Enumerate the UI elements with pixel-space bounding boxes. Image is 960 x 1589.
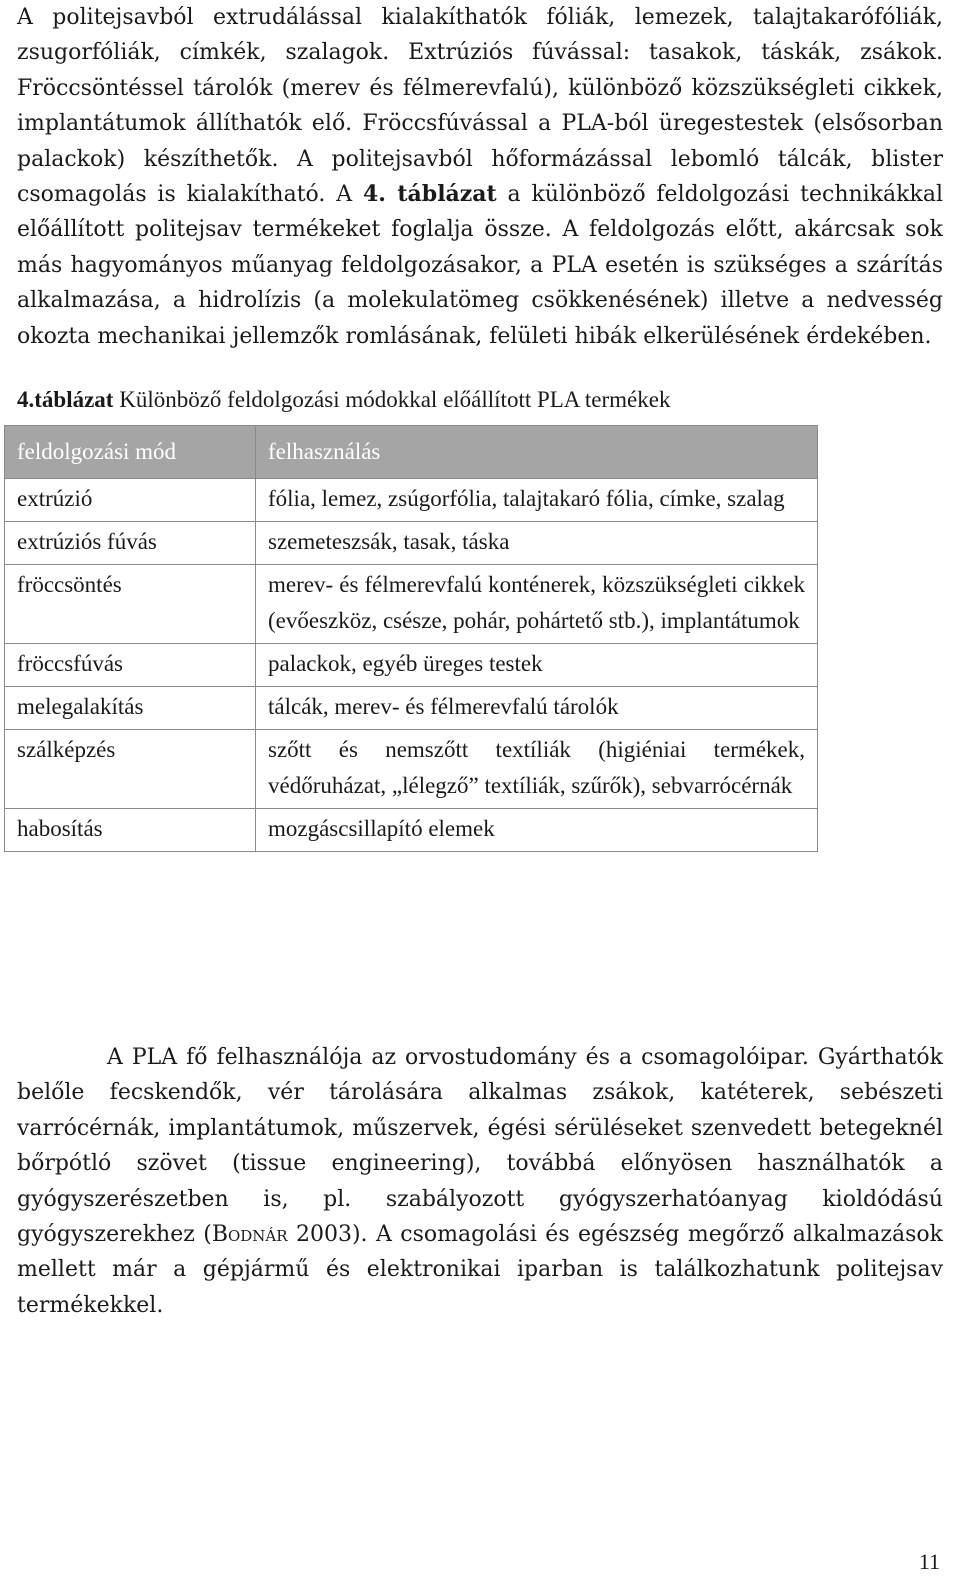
usage-cell: fólia, lemez, zsúgorfólia, talajtakaró fólia, címke, szalag [256,479,818,522]
applications-text-2: 2003). A csomagolási és egészség megőrző alkalmazások mellett már a gépjármű és elektronikai iparban is találkozhatunk politejsav termékekkel. [17,1222,943,1318]
citation-author: Bodnár [211,1222,288,1248]
table-row [5,479,818,522]
applications-text-1: A PLA fő felhasználója az orvostudomány és a csomagolóipar. Gyárthatók belőle fecskendők, vér tárolására alkalmas zsákok, katéterek, sebészeti varrócérnák, implantátumok, műszervek, égési sérüléseket szenvedett betegeknél bőrpótló szövet (tissue engineering), továbbá előnyösen használhatók a gyógyszerészetben is, pl. szabályozott gyógyszerhatóanyag kioldódású gyógyszerekhez ( [17,1045,943,1248]
table-reference: 4. táblázat [362,181,497,208]
method-cell: melegalakítás [5,687,256,730]
table-row [5,687,818,730]
table-caption [17,384,670,416]
usage-cell: merev- és félmerevfalú konténerek, közszükségleti cikkek (evőeszköz, csésze, pohár, pohártető stb.), implantátumok [256,565,818,644]
method-cell: szálképzés [5,730,256,809]
method-cell: extrúzió [5,479,256,522]
table-row [5,644,818,687]
header-usage: felhasználás [256,426,818,479]
usage-cell: mozgáscsillapító elemek [256,809,818,852]
page-number: 11 [918,1549,940,1574]
intro-text-2: a különböző feldolgozási technikákkal előállított politejsav termékeket foglalja össze. A feldolgozás előtt, akárcsak sok más hagyományos műanyag feldolgozásakor, a PLA esetén is szükséges a szárítás alkalmazása, a hidrolízis (a molekulatömeg csökkenésének) illetve a nedvesség okozta mechanikai jellemzők romlásának, felületi hibák elkerülésének érdekében. [17,182,943,349]
usage-cell: tálcák, merev- és félmerevfalú tárolók [256,687,818,730]
table-caption-text: Különböző feldolgozási módokkal előállított PLA termékek [113,387,671,412]
method-cell: fröccsöntés [5,565,256,644]
method-cell: fröccsfúvás [5,644,256,687]
table-row [5,730,818,809]
header-processing-method: feldolgozási mód [5,426,256,479]
applications-paragraph [17,1040,943,1323]
intro-text-1: A politejsavból extrudálással kialakíthatók fóliák, lemezek, talajtakarófóliák, zsugorfóliák, címkék, szalagok. Extrúziós fúvással: tasakok, táskák, zsákok. Fröccsöntéssel tárolók (merev és félmerevfalú), különböző közszükségleti cikkek, implantátumok állíthatók elő. Fröccsfúvással a PLA-ból üregestestek (elsősorban palackok) készíthetők. A politejsavból hőformázással lebomló tálcák, blister csomagolás is kialakítható. A [17,5,943,208]
products-table [4,425,818,852]
usage-cell: szőtt és nemszőtt textíliák (higiéniai termékek, védőruházat, „lélegző” textíliák, szűrők), sebvarrócérnák [256,730,818,809]
method-cell: extrúziós fúvás [5,522,256,565]
intro-paragraph [17,0,943,354]
table-row [5,809,818,852]
table-caption-label: 4.táblázat [17,387,114,412]
usage-cell: palackok, egyéb üreges testek [256,644,818,687]
method-cell: habosítás [5,809,256,852]
usage-cell: szemeteszsák, tasak, táska [256,522,818,565]
table-row [5,565,818,644]
table-row [5,522,818,565]
table-header-row [5,426,818,479]
